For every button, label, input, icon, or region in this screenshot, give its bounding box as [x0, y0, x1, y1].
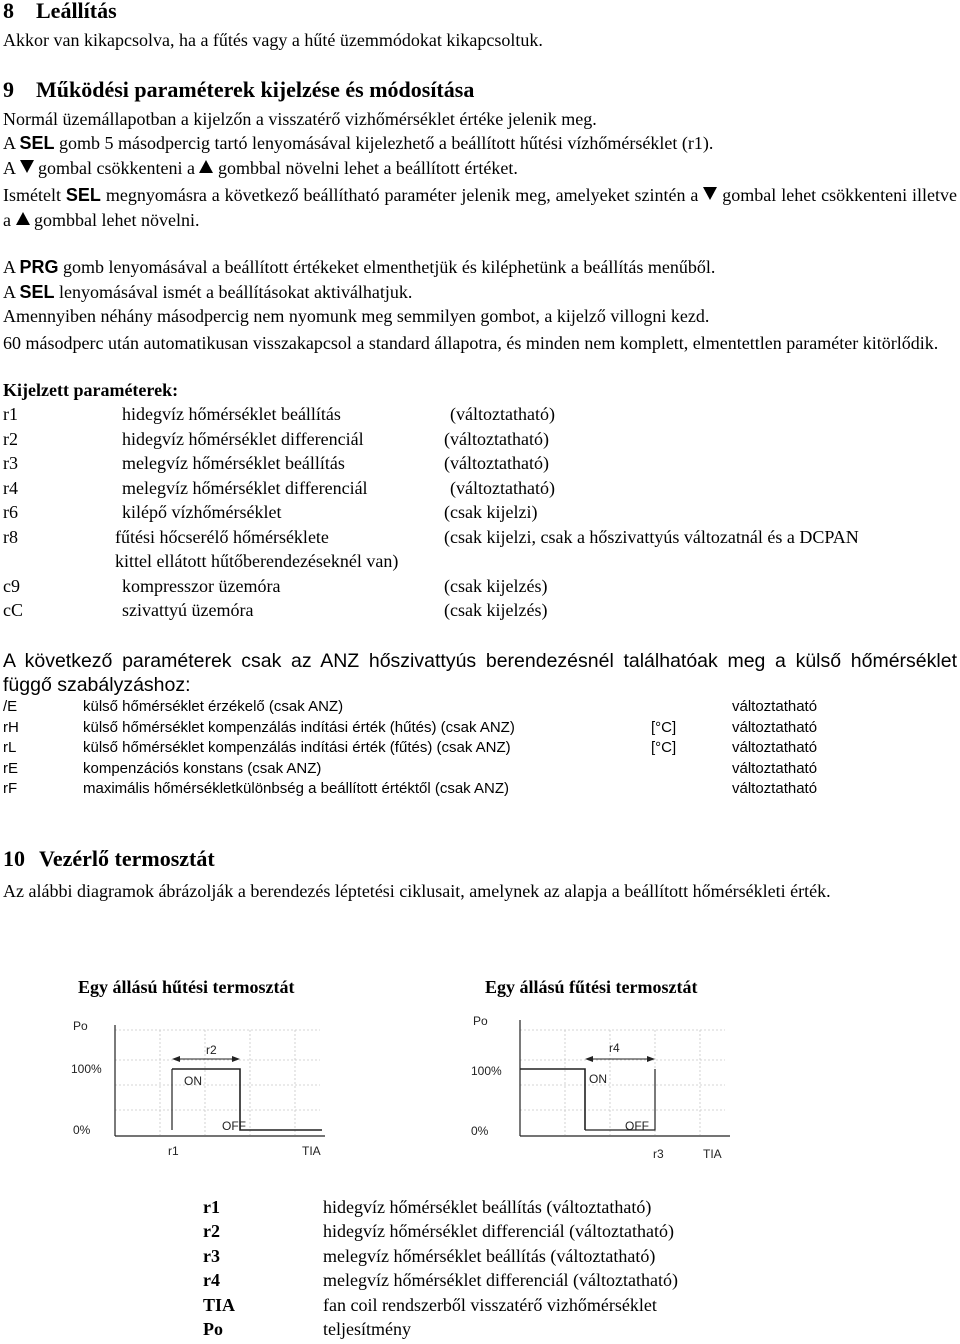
on-label: ON — [184, 1074, 202, 1088]
on-label: ON — [589, 1072, 607, 1086]
diff-label: r4 — [609, 1041, 620, 1055]
up-triangle-icon — [16, 212, 30, 225]
anz-intro: A következő paraméterek csak az ANZ hőszivattyús berendezésnél találhatóak meg a külső hőmérséklet függő szabályzáshoz: — [3, 650, 957, 696]
grid — [520, 1030, 725, 1135]
s9-line-2: A SEL gomb 5 másodpercig tartó lenyomásával kijelezhető a beállított hűtési vízhőmérséklet (r1). — [3, 133, 714, 153]
section-title: Leállítás — [36, 0, 117, 23]
arrow-right-icon — [232, 1056, 240, 1062]
sel-key-label: SEL — [19, 282, 55, 302]
params-title: Kijelzett paraméterek: — [3, 380, 179, 400]
sel-key-label: SEL — [19, 133, 55, 153]
axis-label: TIA — [302, 1144, 321, 1158]
s9-line-3: A gombal csökkenteni a gombbal növelni lehet a beállított értéket. — [3, 158, 518, 178]
section-title: Vezérlő termosztát — [39, 846, 215, 871]
s9-line-8: 60 másodperc után automatikusan visszakapcsol a standard állapotra, és minden nem komplett, elmentettlen paraméter kitörlődik. — [3, 333, 939, 353]
grid — [115, 1030, 320, 1135]
diff-label: r2 — [206, 1043, 217, 1057]
po-label: Po — [473, 1014, 488, 1028]
heating-thermostat-diagram — [465, 1010, 785, 1165]
section-number: 10 — [3, 846, 25, 871]
diagram-title-cooling: Egy állású hűtési termosztát — [78, 977, 295, 997]
section-8-text: Akkor van kikapcsolva, ha a fűtés vagy a hűté üzemmódokat kikapcsoltuk. — [3, 30, 543, 50]
down-triangle-icon — [20, 160, 34, 173]
section-number: 8 — [3, 0, 14, 23]
param-row-continuation: kittel ellátott hűtőberendezéseknél van) — [115, 551, 399, 571]
po-label: Po — [73, 1019, 88, 1033]
arrow-left-icon — [585, 1056, 593, 1062]
pct0-label: 0% — [471, 1124, 489, 1138]
cooling-thermostat-diagram — [60, 1010, 380, 1165]
prg-key-label: PRG — [19, 257, 59, 277]
arrow-right-icon — [647, 1056, 655, 1062]
section-10-text: Az alábbi diagramok ábrázolják a berendezés léptetési ciklusait, amelynek az alapja a beállított hőmérsékleti érték. — [3, 881, 831, 901]
section-title: Működési paraméterek kijelzése és módosítása — [36, 77, 475, 102]
pct100-label: 100% — [471, 1064, 502, 1078]
sel-key-label: SEL — [65, 185, 101, 205]
s9-line-6: A SEL lenyomásával ismét a beállításokat aktiválhatjuk. — [3, 282, 413, 302]
s9-line-5: A PRG gomb lenyomásával a beállított értékeket elmenthetjük és kiléphetünk a beállítás menűből. — [3, 257, 716, 277]
hysteresis-curve — [520, 1069, 585, 1130]
axis-label: TIA — [703, 1147, 722, 1161]
arrow-left-icon — [172, 1056, 180, 1062]
setpoint-label: r1 — [168, 1144, 179, 1158]
section-9-heading — [3, 77, 474, 103]
section-number: 9 — [3, 77, 14, 102]
pct100-label: 100% — [71, 1062, 102, 1076]
s9-line-4: Ismételt SEL megnyomásra a következő beállítható paraméter jelenik meg, amelyeket szintén a gombal lehet csökkenteni illetve a gombbal lehet növelni. — [3, 185, 957, 230]
down-triangle-icon — [703, 187, 717, 200]
s9-line-7: Amennyiben néhány másodpercig nem nyomunk meg semmilyen gombot, a kijelző villogni kezd. — [3, 306, 710, 326]
setpoint-label: r3 — [653, 1147, 664, 1161]
off-label: OFF — [222, 1119, 246, 1133]
s9-line-1: Normál üzemállapotban a kijelzőn a visszatérő vizhőmérséklet értéke jelenik meg. — [3, 109, 597, 129]
pct0-label: 0% — [73, 1123, 91, 1137]
diagram-title-heating: Egy állású fűtési termosztát — [485, 977, 698, 997]
section-10-heading — [3, 846, 215, 872]
section-8-heading — [3, 0, 117, 24]
up-triangle-icon — [199, 160, 213, 173]
off-label: OFF — [625, 1119, 649, 1133]
